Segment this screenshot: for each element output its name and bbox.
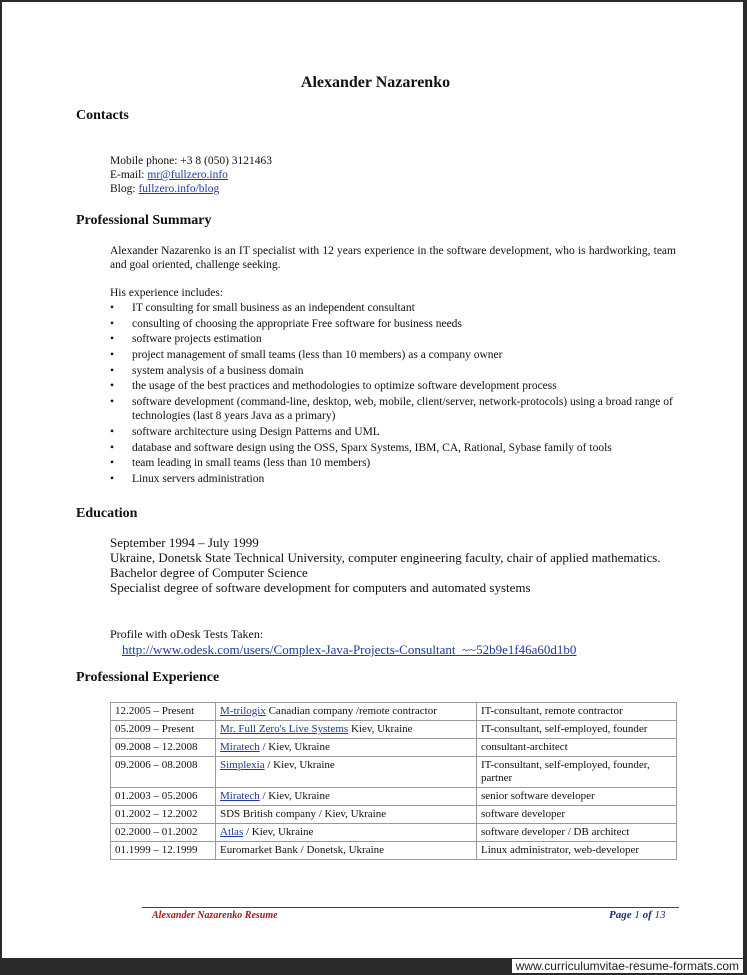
bullet-icon: • bbox=[110, 349, 115, 362]
table-row bbox=[111, 806, 677, 824]
education-heading: Education bbox=[76, 506, 138, 521]
skill-text: IT consulting for small business as an independent consultant bbox=[132, 302, 415, 314]
bullet-icon: • bbox=[110, 333, 115, 346]
company-details: SDS British company / Kiev, Ukraine bbox=[220, 808, 387, 820]
table-row bbox=[111, 788, 677, 806]
company-link[interactable]: Simplexia bbox=[220, 759, 265, 771]
bullet-icon: • bbox=[110, 396, 115, 409]
blog-link[interactable]: fullzero.info/blog bbox=[138, 183, 220, 195]
skill-item bbox=[110, 348, 676, 362]
footer-divider bbox=[142, 907, 679, 908]
profile-label: Profile with oDesk Tests Taken: bbox=[110, 627, 264, 641]
email-line: E-mail: mr@fullzero.info bbox=[110, 169, 228, 181]
experience-role: Linux administrator, web-developer bbox=[477, 842, 677, 860]
skill-text: consulting of choosing the appropriate Free software for business needs bbox=[132, 317, 462, 330]
skill-text: project management of small teams (less than 10 members) as a company owner bbox=[132, 349, 503, 362]
skill-item bbox=[110, 317, 676, 331]
bullet-icon: • bbox=[110, 302, 115, 314]
table-row bbox=[111, 739, 677, 757]
experience-company bbox=[216, 739, 477, 757]
company-details: / Kiev, Ukraine bbox=[264, 759, 335, 771]
skill-item bbox=[110, 425, 676, 439]
education-block bbox=[110, 535, 676, 595]
skill-item bbox=[110, 364, 676, 378]
experience-role: software developer / DB architect bbox=[477, 824, 677, 842]
experience-company bbox=[216, 788, 477, 806]
footer-title: Alexander Nazarenko Resume bbox=[152, 910, 278, 921]
company-details: Kiev, Ukraine bbox=[348, 723, 413, 735]
experience-intro: His experience includes: bbox=[110, 287, 224, 299]
experience-dates: 01.2002 – 12.2002 bbox=[111, 806, 216, 824]
skills-list bbox=[110, 301, 676, 488]
company-details: / Kiev, Ukraine bbox=[243, 826, 314, 838]
experience-dates: 12.2005 – Present bbox=[111, 703, 216, 721]
profile-link[interactable]: http://www.odesk.com/users/Complex-Java-Projects-Consultant_~~52b9e1f46a60d1b0 bbox=[122, 642, 577, 657]
experience-company bbox=[216, 757, 477, 788]
company-details: / Kiev, Ukraine bbox=[259, 790, 330, 802]
skill-text: database and software design using the OSS, Sparx Systems, IBM, CA, Rational, Sybase family of tools bbox=[132, 441, 612, 454]
skill-item bbox=[110, 301, 676, 315]
summary-intro: Alexander Nazarenko is an IT specialist with 12 years experience in the software development, who is hardworking, team and goal oriented, challenge seeking. bbox=[110, 245, 676, 271]
company-link[interactable]: M-trilogix bbox=[220, 705, 266, 717]
experience-role: IT-consultant, remote contractor bbox=[477, 703, 677, 721]
company-link[interactable]: Atlas bbox=[220, 826, 244, 838]
experience-company bbox=[216, 806, 477, 824]
experience-dates: 05.2009 – Present bbox=[111, 721, 216, 739]
company-details: Canadian company /remote contractor bbox=[265, 705, 437, 717]
skill-text: the usage of the best practices and methodologies to optimize software development process bbox=[132, 380, 557, 393]
summary-heading: Professional Summary bbox=[76, 213, 212, 228]
company-details: / Kiev, Ukraine bbox=[259, 741, 330, 753]
skill-item bbox=[110, 441, 676, 455]
experience-company bbox=[216, 703, 477, 721]
education-university: Ukraine, Donetsk State Technical University, computer engineering faculty, chair of applied mathematics. bbox=[110, 550, 661, 565]
company-link[interactable]: Miratech bbox=[220, 741, 260, 753]
experience-role: IT-consultant, self-employed, founder, partner bbox=[477, 757, 677, 788]
skill-text: software development (command-line, desktop, web, mobile, client/server, network-protocols) using a broad range of technologies (last 8 years Java as a primary) bbox=[132, 396, 673, 423]
experience-dates: 09.2008 – 12.2008 bbox=[111, 739, 216, 757]
experience-role: IT-consultant, self-employed, founder bbox=[477, 721, 677, 739]
resume-name: Alexander Nazarenko bbox=[300, 74, 451, 91]
experience-company bbox=[216, 721, 477, 739]
skill-text: system analysis of a business domain bbox=[132, 364, 304, 377]
bullet-icon: • bbox=[110, 425, 115, 438]
company-link[interactable]: Miratech bbox=[220, 790, 260, 802]
experience-company bbox=[216, 824, 477, 842]
experience-role: software developer bbox=[477, 806, 677, 824]
phone-line: Mobile phone: +3 8 (050) 3121463 bbox=[110, 155, 273, 167]
company-link[interactable]: Mr. Full Zero's Live Systems bbox=[220, 723, 349, 735]
table-row bbox=[111, 824, 677, 842]
contacts-block bbox=[110, 154, 272, 196]
experience-heading: Professional Experience bbox=[76, 670, 220, 685]
table-row bbox=[111, 757, 677, 788]
bullet-icon: • bbox=[110, 441, 115, 454]
skill-text: software architecture using Design Patterns and UML bbox=[132, 425, 380, 438]
experience-role: consultant-architect bbox=[477, 739, 677, 757]
skill-text: software projects estimation bbox=[132, 333, 262, 346]
skill-text: Linux servers administration bbox=[132, 472, 265, 485]
skill-item bbox=[110, 456, 676, 470]
resume-page bbox=[2, 2, 743, 958]
company-details: Euromarket Bank / Donetsk, Ukraine bbox=[220, 844, 385, 856]
blog-line: Blog: fullzero.info/blog bbox=[110, 183, 220, 195]
skill-item bbox=[110, 395, 676, 423]
experience-role: senior software developer bbox=[477, 788, 677, 806]
skill-text: team leading in small teams (less than 10 members) bbox=[132, 457, 371, 470]
education-degree-bachelor: Bachelor degree of Computer Science bbox=[110, 565, 308, 580]
experience-dates: 09.2006 – 08.2008 bbox=[111, 757, 216, 788]
bullet-icon: • bbox=[110, 457, 115, 470]
bullet-icon: • bbox=[110, 364, 115, 377]
email-link[interactable]: mr@fullzero.info bbox=[147, 169, 228, 181]
skill-item bbox=[110, 332, 676, 346]
experience-dates: 01.2003 – 05.2006 bbox=[111, 788, 216, 806]
experience-company bbox=[216, 842, 477, 860]
skill-item bbox=[110, 379, 676, 393]
profile-block bbox=[110, 627, 576, 658]
table-row bbox=[111, 703, 677, 721]
bullet-icon: • bbox=[110, 472, 115, 485]
footer-page-number: Page 1 of 13 bbox=[609, 909, 666, 921]
experience-table bbox=[110, 702, 677, 860]
education-degree-specialist: Specialist degree of software development for computers and automated systems bbox=[110, 580, 531, 595]
experience-dates: 01.1999 – 12.1999 bbox=[111, 842, 216, 860]
table-row bbox=[111, 842, 677, 860]
bullet-icon: • bbox=[110, 317, 115, 330]
education-dates: September 1994 – July 1999 bbox=[110, 535, 259, 550]
experience-dates: 02.2000 – 01.2002 bbox=[111, 824, 216, 842]
table-row bbox=[111, 721, 677, 739]
watermark: www.curriculumvitae-resume-formats.com bbox=[512, 959, 743, 973]
bullet-icon: • bbox=[110, 380, 115, 393]
skill-item bbox=[110, 472, 676, 486]
contacts-heading: Contacts bbox=[76, 108, 129, 123]
